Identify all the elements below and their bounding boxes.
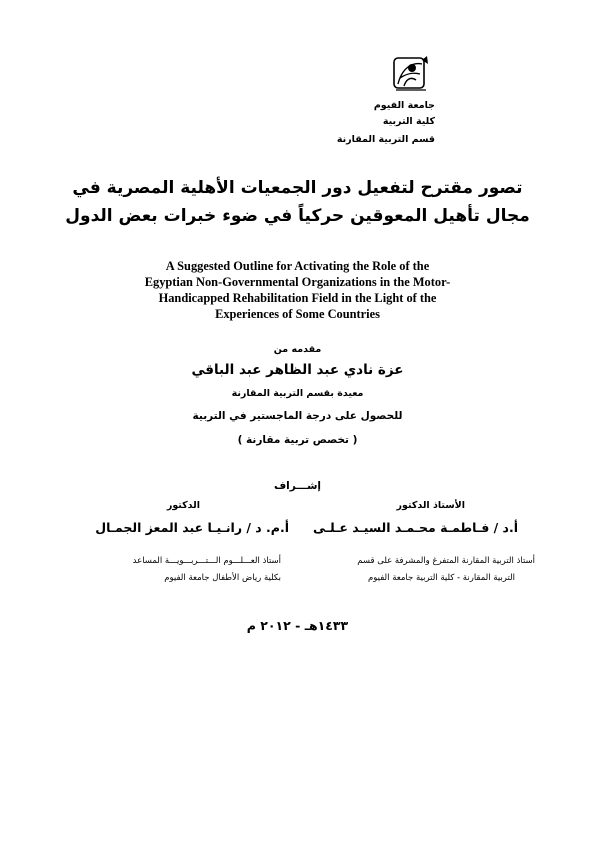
faculty-name: كلية التربية (382, 116, 435, 127)
supervision-heading: إشـــراف (273, 480, 322, 492)
author-position: معيدة بقسم التربية المقارنة (231, 388, 364, 399)
supervisor2-title: الدكتور (166, 500, 200, 511)
supervisor2-desc2: بكلية رياض الأطفال جامعة الفيوم (164, 573, 281, 583)
title-en (110, 258, 485, 322)
supervisor2-desc1: أستاذ العـــلـــوم الـــتـــربـــويـــة المساعد (132, 556, 281, 566)
degree-purpose: للحصول على درجة الماجستير في التربية (192, 410, 403, 422)
supervisor1-desc2: التربية المقارنة - كلية التربية جامعة الفيوم (368, 573, 515, 583)
date: ١٤٣٣هـ - ٢٠١٢ م (246, 618, 349, 633)
supervisor1-desc1: أستاذ التربية المقارنة المتفرغ والمشرفة على قسم (357, 556, 535, 566)
title-en-line4: Experiences of Some Countries (215, 307, 380, 321)
title-en-line1: A Suggested Outline for Activating the Role of the (165, 259, 430, 273)
title-ar-line2: مجال تأهيل المعوقين حركياً في ضوء خبرات بعض الدول (65, 206, 530, 226)
specialization: ( تخصص تربية مقارنة ) (237, 434, 358, 446)
supervisor2-name: أ.م. د / رانـيـا عبد المعز الجمـال (95, 520, 289, 535)
department-name: قسم التربية المقارنة (336, 134, 435, 145)
supervisor1-name: أ.د / فـاطمـة محـمـد السيـد عـلـى (313, 520, 518, 535)
author-name: عزة نادي عبد الظاهر عبد الباقي (191, 362, 404, 378)
supervisor1-title: الأستاذ الدكتور (396, 500, 465, 511)
title-ar-line1: تصور مقترح لتفعيل دور الجمعيات الأهلية المصرية في (72, 178, 523, 198)
presented-by: مقدمه من (273, 344, 322, 355)
title-en-line3: Handicapped Rehabilitation Field in the Light of the (158, 291, 437, 305)
university-name: جامعة الفيوم (373, 100, 435, 111)
university-logo (392, 54, 430, 94)
title-en-line2: Egyptian Non-Governmental Organizations in the Motor- (144, 275, 451, 289)
